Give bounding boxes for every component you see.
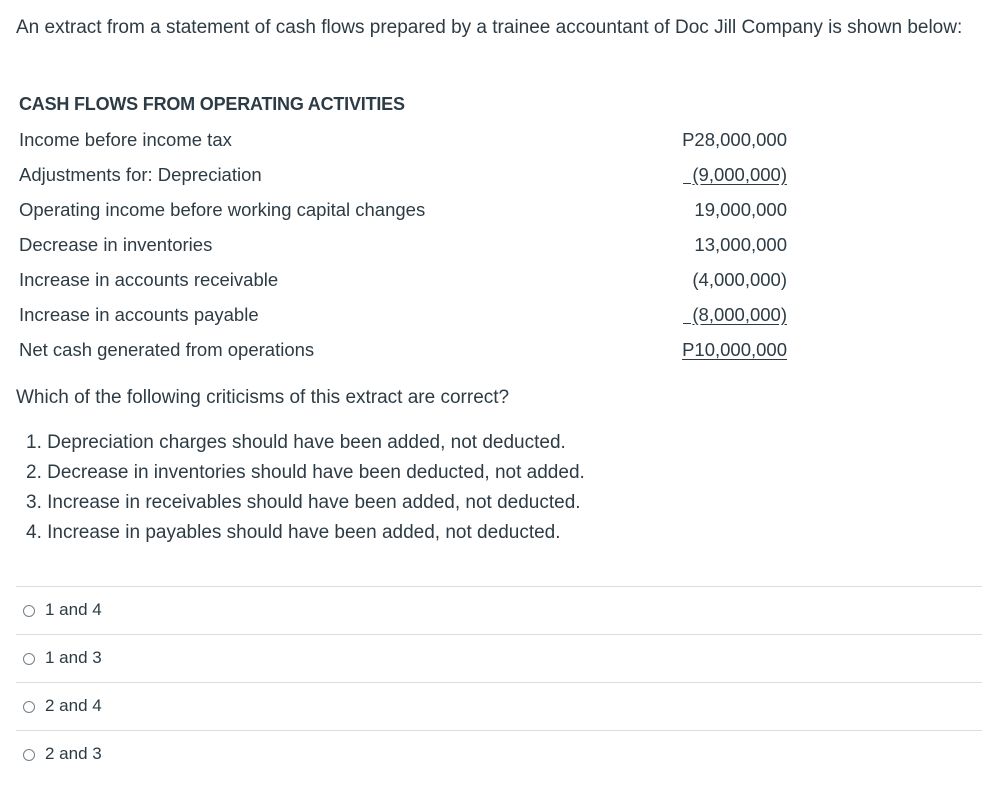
- cash-flow-heading: CASH FLOWS FROM OPERATING ACTIVITIES: [19, 94, 405, 114]
- cash-flow-row: [19, 127, 787, 153]
- cash-flow-label: Income before income tax: [19, 129, 232, 150]
- cash-flow-amount: 13,000,000: [694, 234, 787, 255]
- cash-flow-label: Increase in accounts receivable: [19, 269, 279, 290]
- answer-options: [16, 586, 982, 778]
- cash-flow-row: [19, 197, 787, 223]
- cash-flow-label: Operating income before working capital changes: [19, 199, 426, 220]
- answer-label: 1 and 4: [45, 599, 102, 619]
- radio-button[interactable]: [23, 701, 35, 713]
- radio-button[interactable]: [23, 749, 35, 761]
- answer-option[interactable]: [16, 634, 982, 682]
- criteria-item: 2. Decrease in inventories should have been deducted, not added.: [26, 462, 585, 483]
- cash-flow-label: Decrease in inventories: [19, 234, 213, 255]
- criteria-item: 4. Increase in payables should have been added, not deducted.: [26, 522, 561, 543]
- cash-flow-label: Net cash generated from operations: [19, 339, 315, 360]
- cash-flow-row: [19, 232, 787, 258]
- cash-flow-row: [19, 302, 787, 328]
- question-prompt: Which of the following criticisms of this extract are correct?: [16, 387, 510, 408]
- cash-flow-amount: (9,000,000): [683, 162, 787, 188]
- answer-label: 2 and 4: [45, 695, 102, 715]
- criteria-list: [26, 428, 585, 548]
- cash-flow-amount: (4,000,000): [692, 269, 787, 290]
- answer-label: 2 and 3: [45, 743, 102, 763]
- question-intro: An extract from a statement of cash flows prepared by a trainee accountant of Doc Jill Company is shown below:: [16, 17, 963, 38]
- cash-flow-amount: 19,000,000: [694, 199, 787, 220]
- answer-option[interactable]: [16, 730, 982, 778]
- criteria-item: 1. Depreciation charges should have been added, not deducted.: [26, 432, 566, 453]
- criteria-item: 3. Increase in receivables should have been added, not deducted.: [26, 492, 581, 513]
- cash-flow-row: [19, 267, 787, 293]
- answer-label: 1 and 3: [45, 647, 102, 667]
- cash-flow-amount: P28,000,000: [682, 129, 787, 150]
- radio-button[interactable]: [23, 605, 35, 617]
- answer-option[interactable]: [16, 586, 982, 634]
- cash-flow-row: [19, 162, 787, 188]
- cash-flow-label: Adjustments for: Depreciation: [19, 164, 262, 185]
- cash-flow-label: Increase in accounts payable: [19, 304, 259, 325]
- cash-flow-row: [19, 337, 787, 363]
- cash-flow-amount: (8,000,000): [683, 302, 787, 328]
- cash-flow-total-amount: P10,000,000: [682, 339, 787, 360]
- answer-option[interactable]: [16, 682, 982, 730]
- radio-button[interactable]: [23, 653, 35, 665]
